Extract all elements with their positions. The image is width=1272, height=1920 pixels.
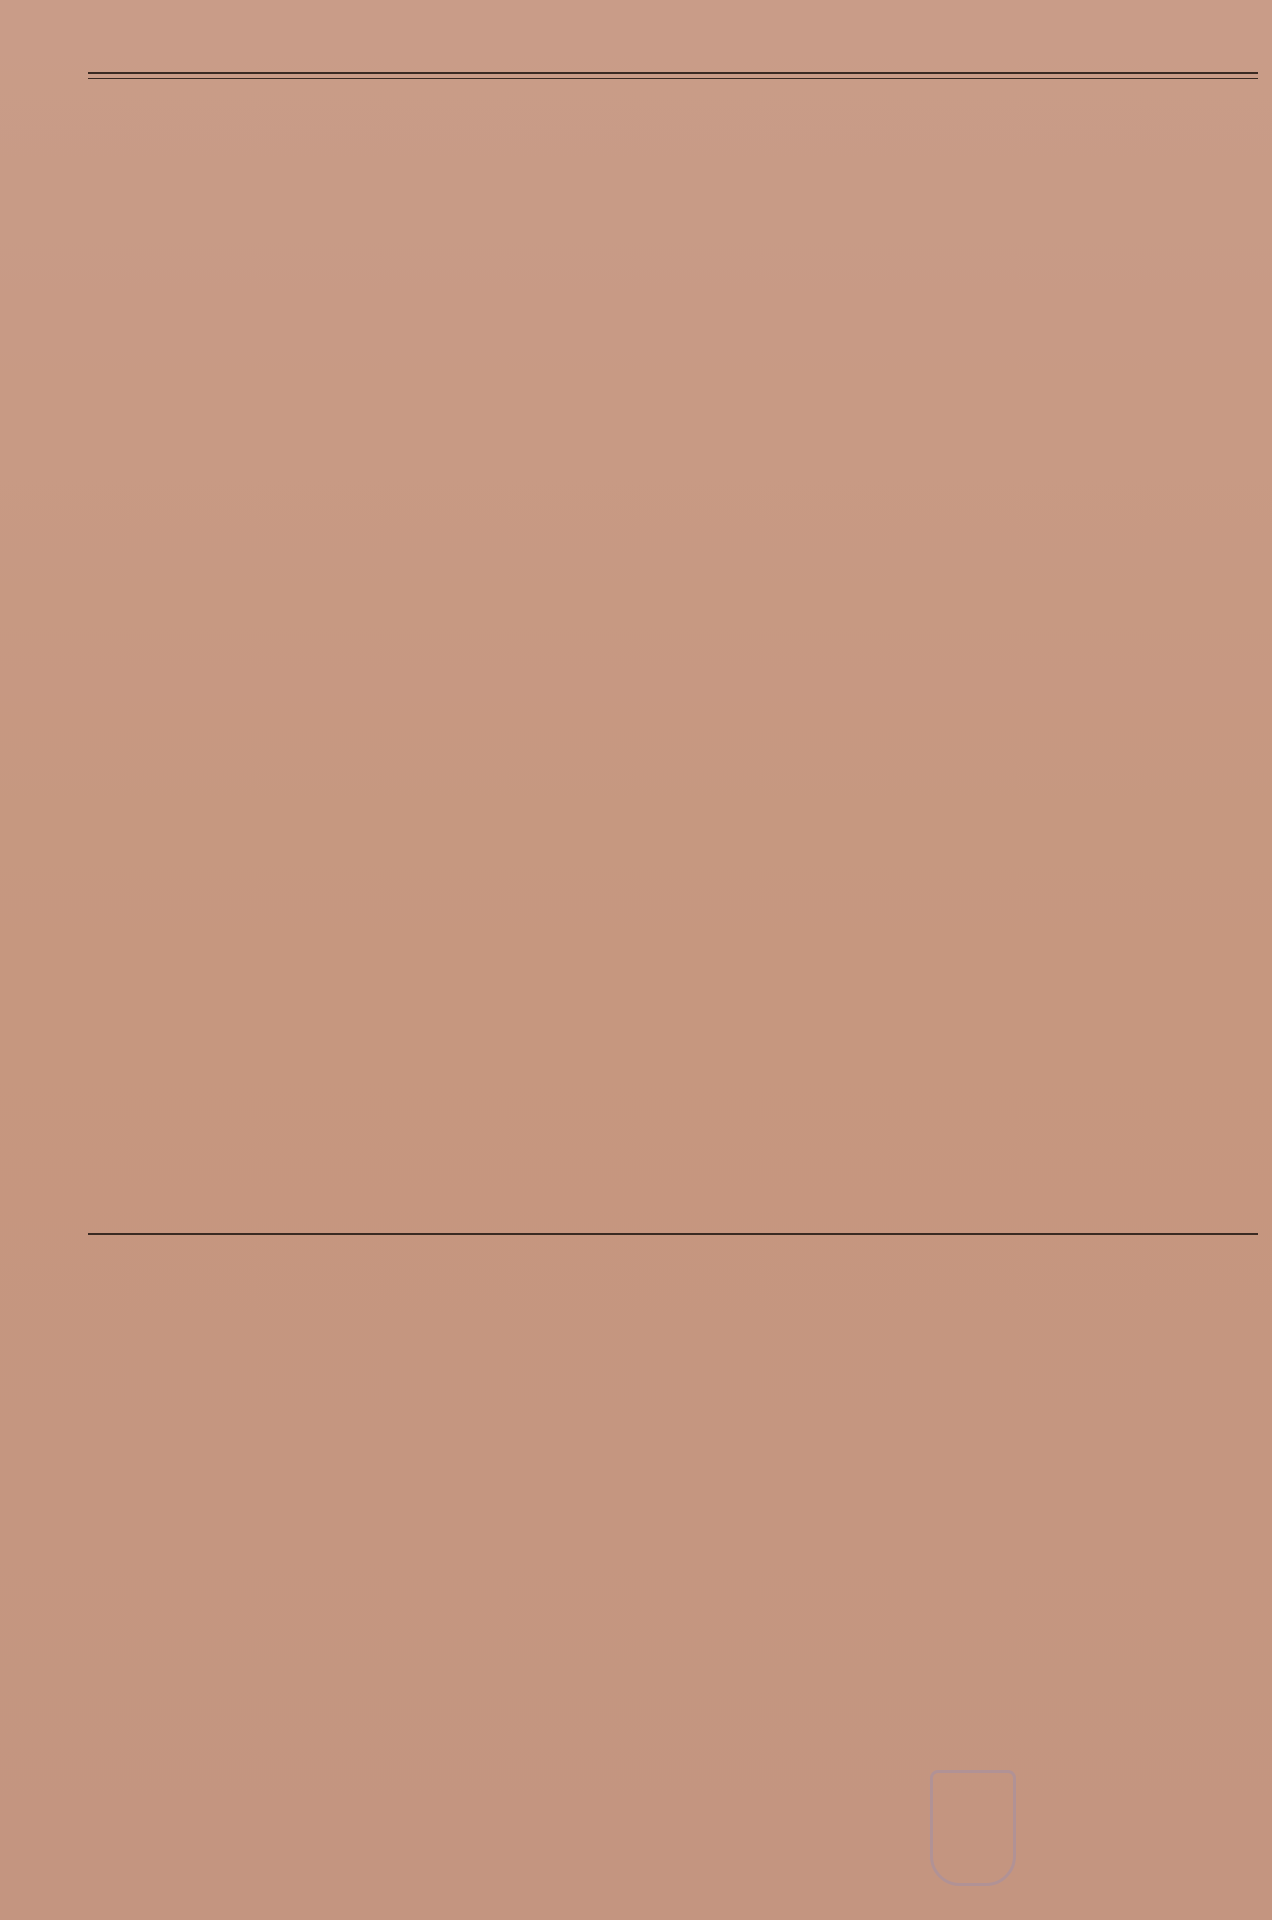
news-columns: [88, 92, 1258, 1212]
masthead-rule-top: [88, 72, 1258, 74]
section-divider: [88, 1233, 1258, 1235]
masthead-rule-bottom: [88, 78, 1258, 79]
folletin-columns: [88, 1345, 1258, 1905]
archive-seal: [930, 1770, 1016, 1886]
